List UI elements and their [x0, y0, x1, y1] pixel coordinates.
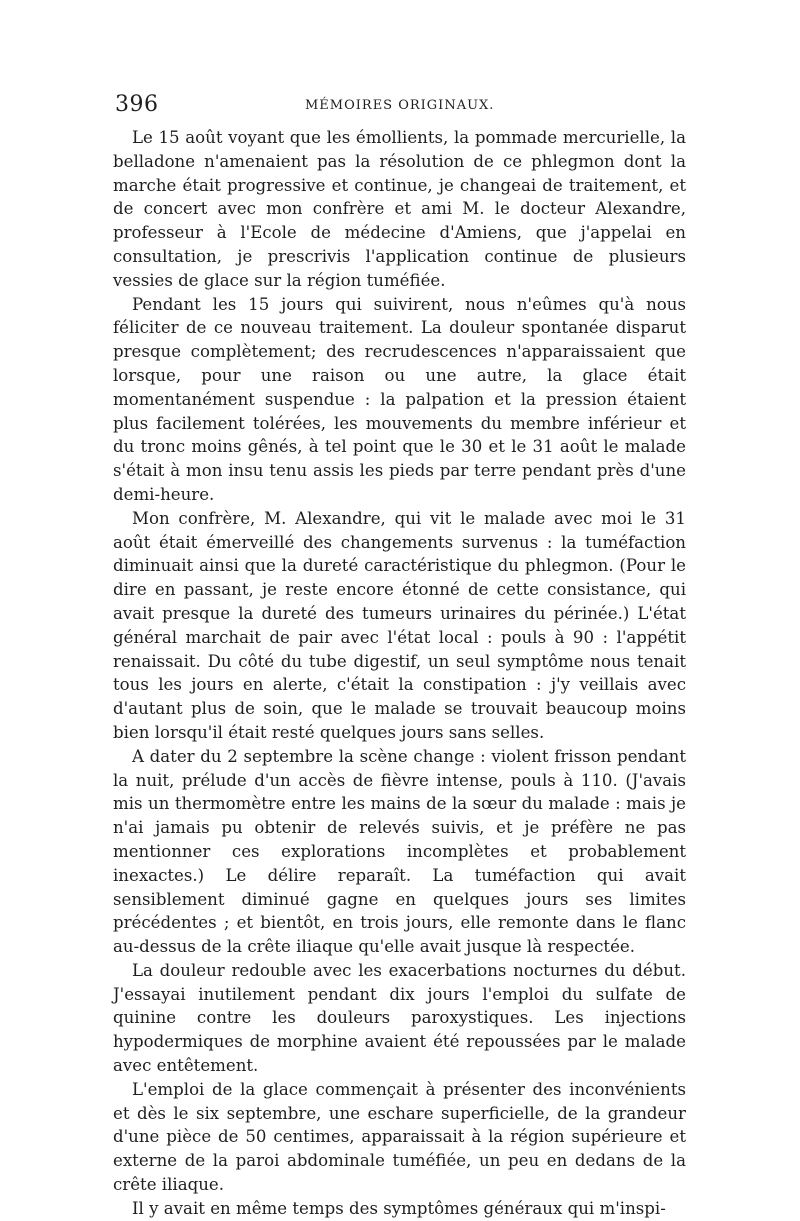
body-text	[113, 126, 686, 1221]
book-page	[113, 92, 686, 1221]
paragraph: A dater du 2 septembre la scène change : violent frisson pendant la nuit, prélude d'un accès de fièvre intense, pouls à 110. (J'avais mis un thermomètre entre les mains de la sœur du malade : mais je n'ai jamais pu obtenir de relevés suivis, et je préfère ne pas mentionner ces explorations incomplètes et probablement inexactes.) Le délire reparaît. La tuméfaction qui avait sensiblement diminué gagne en quelques jours ses limites précédentes ; et bientôt, en trois jours, elle remonte dans le flanc au-dessus de la crête iliaque qu'elle avait jusque là respectée.	[113, 746, 686, 957]
paragraph: Mon confrère, M. Alexandre, qui vit le malade avec moi le 31 août était émerveillé des changements survenus : la tuméfaction diminuait ainsi que la dureté caractéristique du phlegmon. (Pour le dire en passant, je reste encore étonné de cette consistance, qui avait presque la dureté des tumeurs urinaires du périnée.) L'état général marchait de pair avec l'état local : pouls à 90 : l'appétit renaissait. Du côté du tube digestif, un seul symptôme nous tenait tous les jours en alerte, c'était la constipation : j'y veillais avec d'autant plus de soin, que le malade se trouvait beaucoup moins bien lorsqu'il était resté quelques jours sans selles.	[113, 508, 686, 742]
paragraph: Le 15 août voyant que les émollients, la pommade mercurielle, la belladone n'amenaient pas la résolution de ce phlegmon dont la marche était progressive et continue, je changeai de traitement, et de concert avec mon confrère et ami M. le docteur Alexandre, professeur à l'Ecole de médecine d'Amiens, que j'appelai en consultation, je prescrivis l'application continue de plusieurs vessies de glace sur la région tuméfiée.	[113, 128, 686, 290]
paragraph: La douleur redouble avec les exacerbations nocturnes du début. J'essayai inutilement pendant dix jours l'emploi du sulfate de quinine contre les douleurs paroxystiques. Les injections hypodermiques de morphine avaient été repoussées par le malade avec entêtement.	[113, 960, 686, 1076]
paragraph: Pendant les 15 jours qui suivirent, nous n'eûmes qu'à nous féliciter de ce nouveau traitement. La douleur spontanée disparut presque complètement; des recrudescences n'apparaissaient que lorsque, pour une raison ou une autre, la glace était momentanément suspendue : la palpation et la pression étaient plus facilement tolérées, les mouvements du membre inférieur et du tronc moins gênés, à tel point que le 30 et le 31 août le malade s'était à mon insu tenu assis les pieds par terre pendant près d'une demi-heure.	[113, 294, 686, 504]
running-title: MÉMOIRES ORIGINAUX.	[305, 98, 495, 113]
running-head	[113, 92, 686, 126]
page-number: 396	[115, 92, 159, 117]
paragraph: L'emploi de la glace commençait à présenter des inconvénients et dès le six septembre, une eschare superficielle, de la grandeur d'une pièce de 50 centimes, apparaissait à la région supérieure et externe de la paroi abdominale tuméfiée, un peu en dedans de la crête iliaque.	[113, 1079, 686, 1195]
paragraph: Il y avait en même temps des symptômes généraux qui m'inspi-	[132, 1198, 666, 1218]
